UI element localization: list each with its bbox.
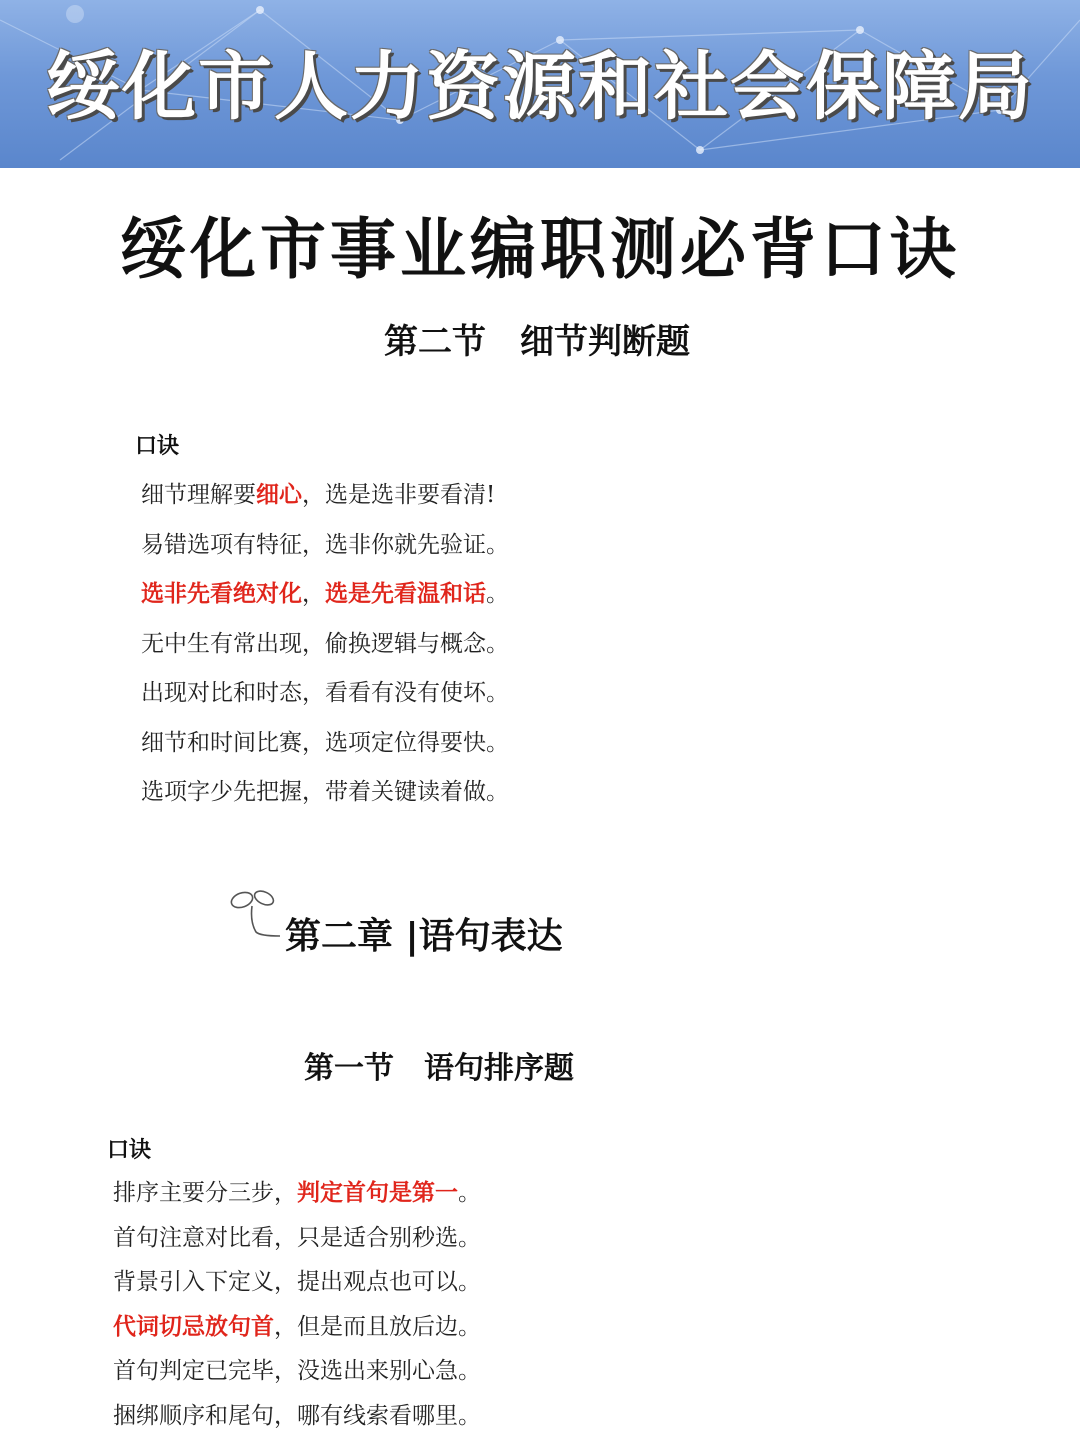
highlight-text: 选非先看绝对化	[141, 580, 302, 607]
highlight-text: 判定首句是第一	[297, 1179, 458, 1206]
verse-line	[113, 1397, 481, 1430]
verse-text: 首句判定已完毕，没选出来别心急。	[113, 1358, 481, 1384]
verse-line	[141, 476, 495, 509]
koujue-label: 口诀	[135, 434, 180, 459]
banner-title: 绥化市人力资源和社会保障局	[46, 44, 1034, 130]
highlight-text: 代词切忌放句首	[113, 1312, 274, 1340]
header-banner	[0, 0, 1080, 168]
verse-line	[141, 526, 509, 559]
koujue-label: 口诀	[107, 1138, 152, 1163]
verse-text: 捆绑顺序和尾句，哪有线索看哪里。	[113, 1402, 481, 1429]
verse-line	[141, 674, 509, 707]
verse-line	[141, 773, 509, 806]
page-title: 绥化市事业编职测必背口诀	[120, 211, 960, 288]
verse-text: 首句注意对比看，只是适合别秒选。	[113, 1224, 481, 1251]
verse-line	[113, 1263, 481, 1296]
verse-line	[141, 625, 509, 658]
verse-line	[141, 724, 509, 757]
section-title-order: 第一节 语句排序题	[304, 1051, 574, 1086]
verse-line	[113, 1352, 481, 1385]
verse-text: 。	[486, 581, 509, 607]
verse-text: 背景引入下定义，提出观点也可以。	[113, 1269, 481, 1295]
verse-line	[113, 1219, 481, 1252]
verse-text: 选项字少先把握，带着关键读着做。	[141, 779, 509, 805]
verse-line	[141, 575, 509, 608]
verse-text: ，	[302, 581, 325, 607]
verse-text: 排序主要分三步，	[113, 1180, 297, 1206]
verse-text: ，但是而且放后边。	[274, 1313, 481, 1340]
verse-text: 易错选项有特征，选非你就先验证。	[141, 531, 509, 558]
highlight-text: 细心	[256, 481, 302, 508]
verse-text: ，选是选非要看清!	[302, 482, 496, 508]
section-title-detail: 第二节 细节判断题	[384, 322, 690, 362]
verse-text: 无中生有常出现，偷换逻辑与概念。	[141, 630, 509, 657]
verse-text: 。	[458, 1180, 481, 1206]
verse-text: 出现对比和时态，看看有没有使坏。	[141, 680, 509, 706]
verse-line	[113, 1174, 481, 1207]
chapter-heading	[228, 888, 648, 958]
highlight-text: 选是先看温和话	[325, 580, 486, 607]
verse-line	[113, 1308, 481, 1341]
verse-text: 细节理解要	[141, 482, 256, 508]
verse-text: 细节和时间比赛，选项定位得要快。	[141, 729, 509, 756]
sprout-icon	[228, 888, 288, 948]
chapter-title: 第二章 |语句表达	[285, 916, 563, 957]
